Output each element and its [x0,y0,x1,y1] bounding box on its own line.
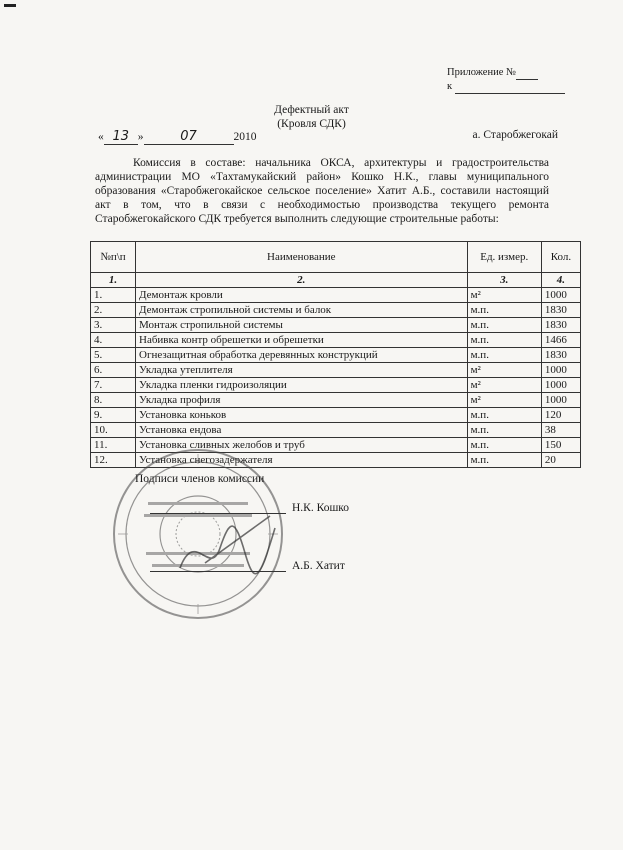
row-number: 1. [91,288,136,303]
member-name: А.Б. Хатит [292,560,345,572]
table-row [91,378,581,393]
row-name: Установка коньков [136,408,468,423]
place-name: а. Старобжегокай [472,129,558,141]
row-number: 3. [91,318,136,333]
date-close-quote: » [137,131,144,143]
title-line-1: Дефектный акт [274,104,349,116]
numbering-cell: 1. [91,273,136,288]
works-table [90,241,581,468]
row-name: Демонтаж кровли [136,288,468,303]
numbering-cell: 4. [541,273,580,288]
document-title [0,103,623,131]
row-name: Укладка утеплителя [136,363,468,378]
handwritten-signature-icon [175,508,285,588]
table-row [91,288,581,303]
row-qty: 1830 [541,303,580,318]
row-number: 11. [91,438,136,453]
table-row [91,333,581,348]
row-name: Огнезащитная обработка деревянных конструкций [136,348,468,363]
member-name: Н.К. Кошко [292,502,350,514]
row-unit: м² [467,363,541,378]
row-number: 6. [91,363,136,378]
row-qty: 1000 [541,363,580,378]
row-unit: м.п. [467,438,541,453]
title-line-2: (Кровля СДК) [277,118,346,130]
appendix-to: к [447,81,453,92]
row-qty: 38 [541,423,580,438]
numbering-cell: 2. [136,273,468,288]
row-unit: м² [467,393,541,408]
table-numbering-row [91,273,581,288]
header-number: №п\п [91,242,136,273]
scan-corner-mark [4,4,16,7]
row-qty: 1000 [541,378,580,393]
signatures-heading: Подписи членов комиссии [135,473,265,485]
header-name: Наименование [136,242,468,273]
row-number: 9. [91,408,136,423]
table-row [91,303,581,318]
body-paragraph: Комиссия в составе: начальника ОКСА, архитектуры и градостроительства администрации МО «Тахтамукайский район» Кошко Н.К., главы муниципального образования «Старобжегокайское сельское поселение» Хатит А.Б., составили настоящий акт в том, что в связи с необходимостью производства текущего ремонта Старобжегокайского СДК требуется выполнить следующие строительные работы: [95,157,549,225]
table-row [91,408,581,423]
row-name: Установка сливных желобов и труб [136,438,468,453]
row-unit: м.п. [467,303,541,318]
header-unit: Ед. измер. [467,242,541,273]
row-number: 10. [91,423,136,438]
row-unit: м² [467,288,541,303]
signature-line-koshko [150,502,349,514]
appendix-label: Приложение № [447,67,516,78]
date-year: 2010 [233,131,257,143]
date-day: 13 [104,129,138,145]
date-month: 07 [144,129,234,145]
row-name: Укладка пленки гидроизоляции [136,378,468,393]
row-number: 2. [91,303,136,318]
row-unit: м.п. [467,318,541,333]
row-number: 4. [91,333,136,348]
table-row [91,423,581,438]
row-qty: 150 [541,438,580,453]
row-name: Монтаж стропильной системы [136,318,468,333]
header-qty: Кол. [541,242,580,273]
table-row [91,318,581,333]
row-qty: 1466 [541,333,580,348]
row-name: Установка снегозадержателя [136,453,468,468]
row-name: Установка ендова [136,423,468,438]
table-row [91,393,581,408]
row-unit: м.п. [467,348,541,363]
date-open-quote: « [98,131,104,143]
row-unit: м.п. [467,333,541,348]
row-unit: м.п. [467,408,541,423]
row-qty: 1000 [541,393,580,408]
row-number: 5. [91,348,136,363]
row-qty: 1830 [541,348,580,363]
row-unit: м.п. [467,453,541,468]
row-name: Укладка профиля [136,393,468,408]
numbering-cell: 3. [467,273,541,288]
row-number: 7. [91,378,136,393]
row-name: Демонтаж стропильной системы и балок [136,303,468,318]
signature-line-khatit [150,560,345,572]
row-number: 12. [91,453,136,468]
table-row [91,348,581,363]
row-name: Набивка контр обрешетки и обрешетки [136,333,468,348]
row-qty: 1830 [541,318,580,333]
appendix-note [447,66,565,94]
row-number: 8. [91,393,136,408]
row-unit: м² [467,378,541,393]
table-row [91,363,581,378]
row-qty: 20 [541,453,580,468]
date-line [98,129,558,145]
row-qty: 120 [541,408,580,423]
table-header-row [91,242,581,273]
row-qty: 1000 [541,288,580,303]
row-unit: м.п. [467,423,541,438]
